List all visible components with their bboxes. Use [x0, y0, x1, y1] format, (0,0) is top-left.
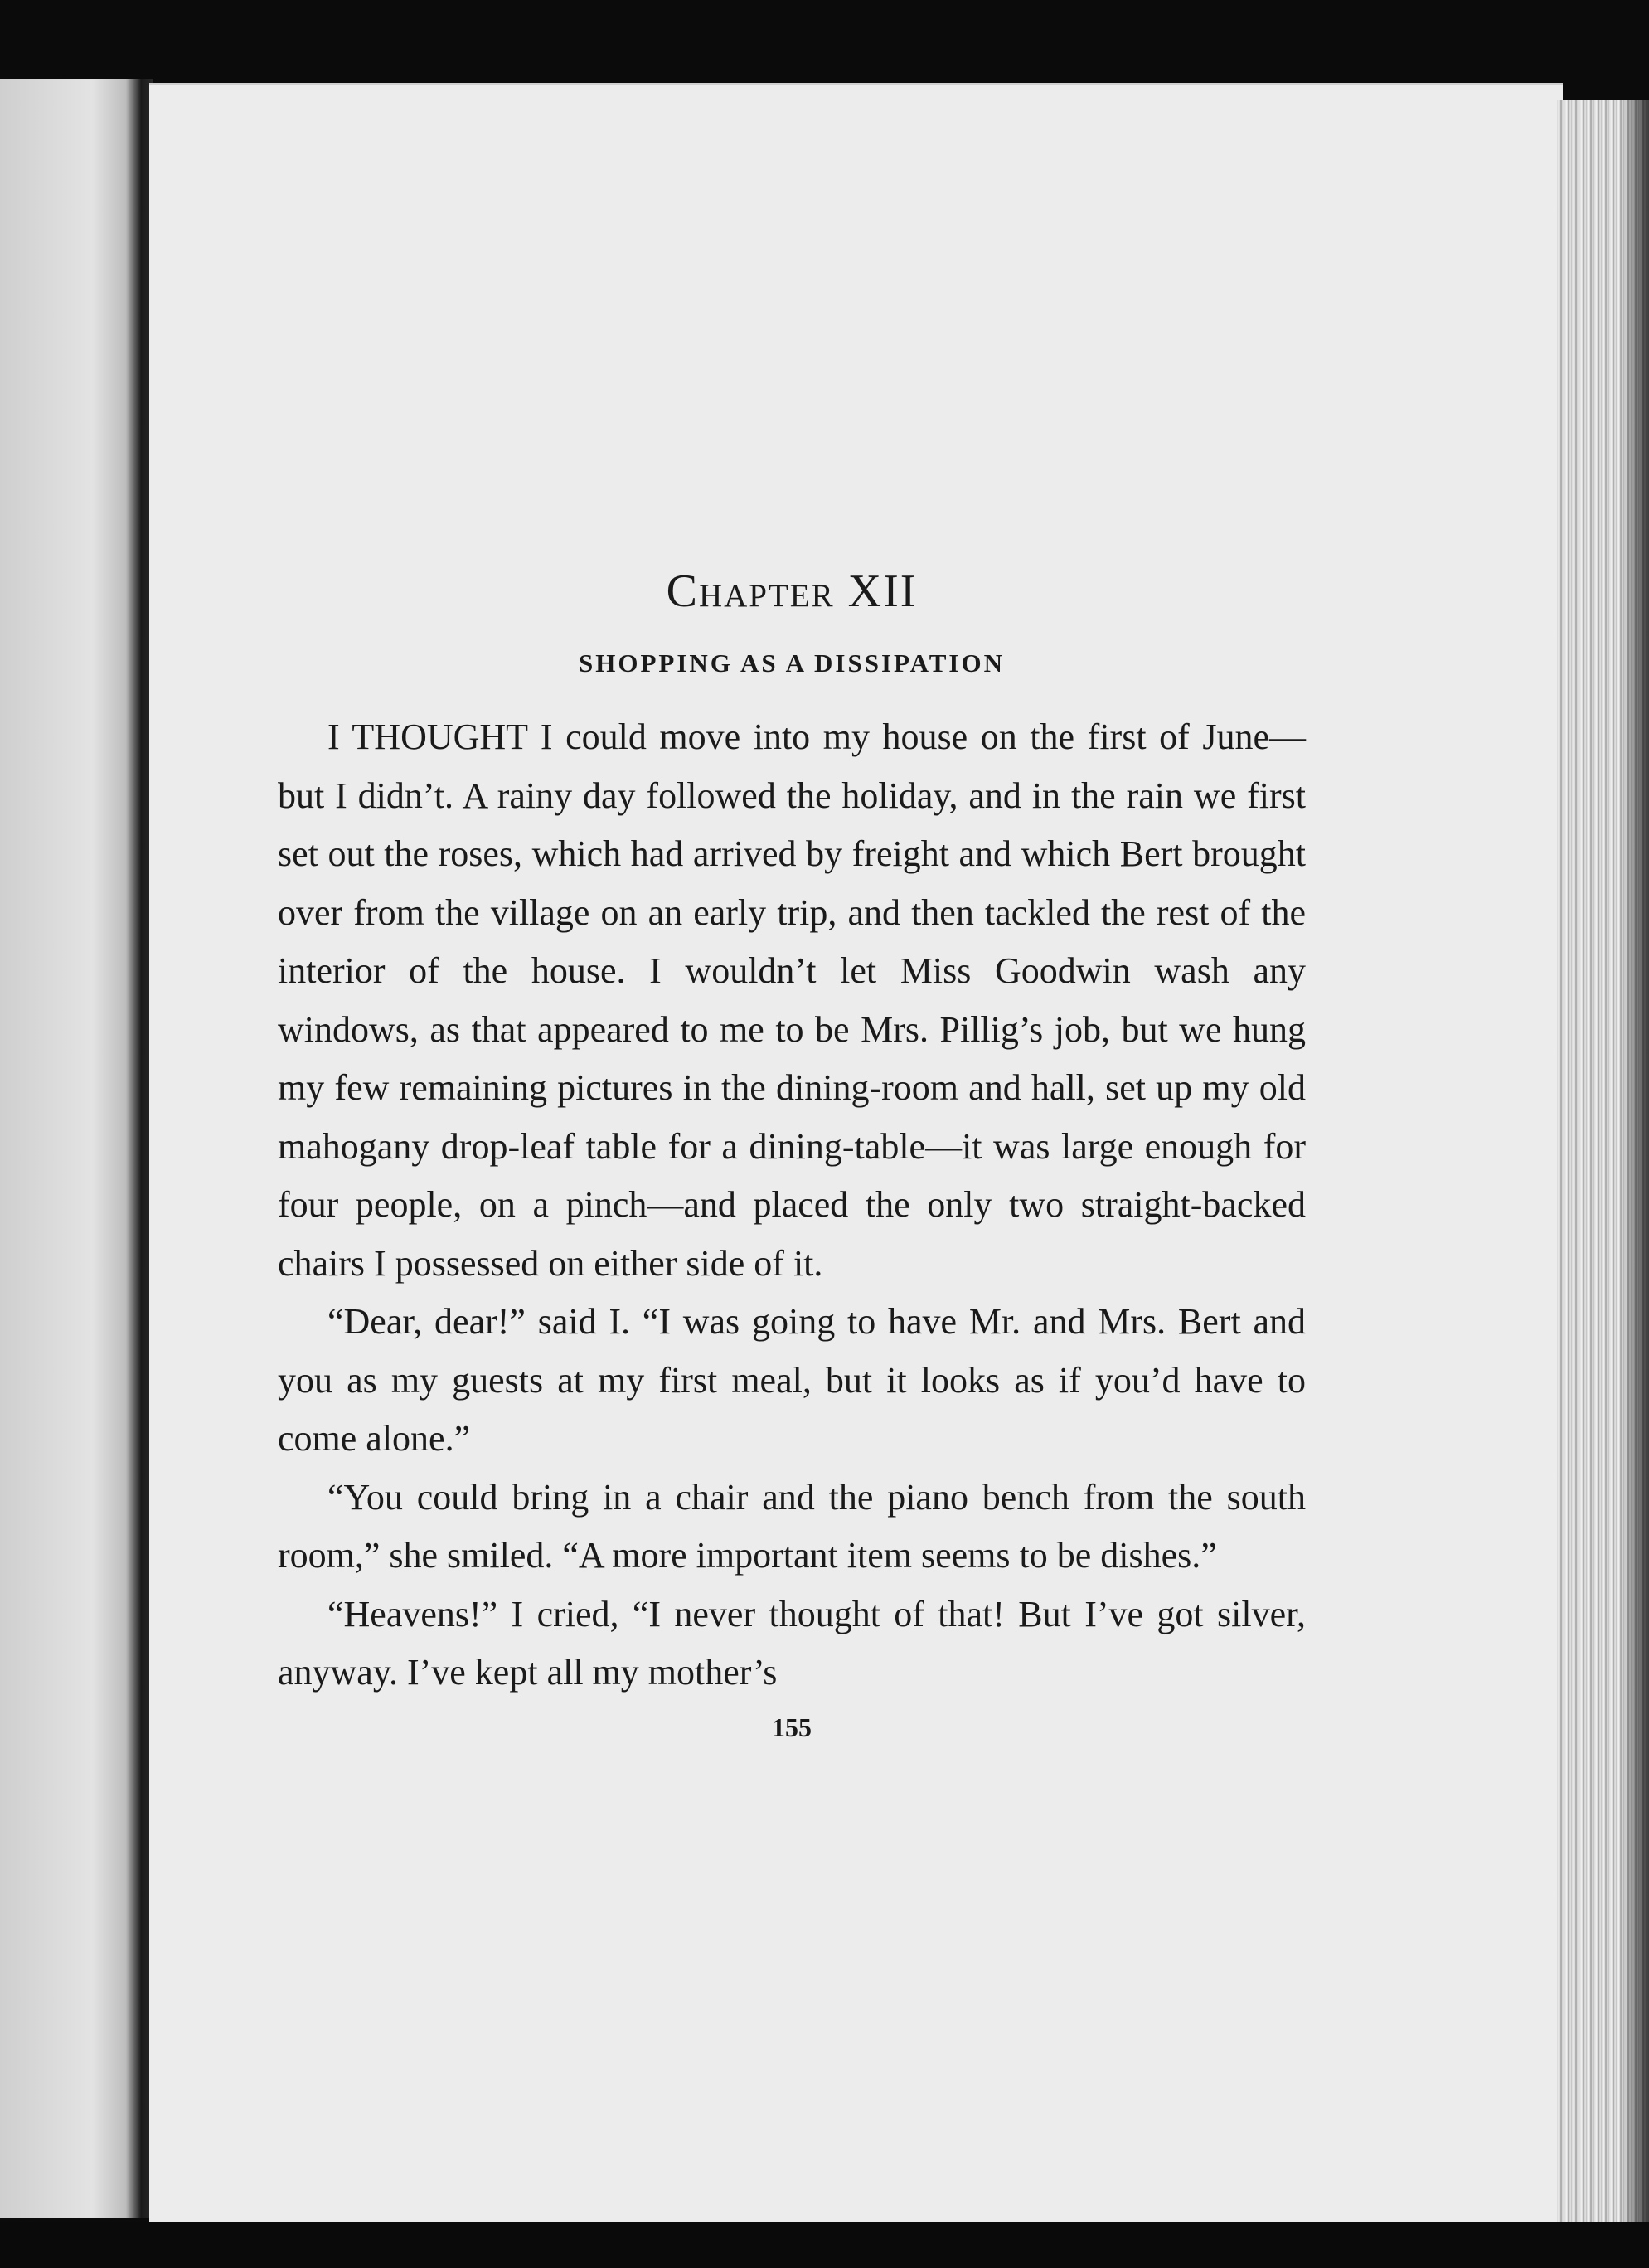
- paragraph: “You could bring in a chair and the piano bench from the south room,” she smiled. “A more important item seems to be dishes.”: [278, 1476, 1306, 1576]
- chapter-heading-text: Chapter XII: [666, 566, 918, 617]
- chapter-title: SHOPPING AS A DISSIPATION: [579, 648, 1005, 677]
- paragraph: “Heavens!” I cried, “I never thought of that! But I’ve got silver, anyway. I’ve kept all my mother’s: [278, 1593, 1306, 1693]
- scan-bottom-border: [0, 2222, 1649, 2268]
- paragraph: “Dear, dear!” said I. “I was going to have Mr. and Mrs. Bert and you as my guests at my first meal, but it looks as if you’d have to come alone.”: [278, 1301, 1306, 1459]
- facing-page-edge: [0, 79, 153, 2218]
- page-number: 155: [772, 1712, 812, 1742]
- chapter-heading: [278, 564, 1306, 619]
- page-stack-shadow: [1621, 100, 1649, 2235]
- page-text-block: [278, 564, 1306, 1744]
- paragraph: I THOUGHT I could move into my house on the first of June—but I didn’t. A rainy day followed the holiday, and in the rain we first set out the roses, which had arrived by freight and which Bert brought over from the village on an early trip, and then tackled the rest of the interior of the house. I wouldn’t let Miss Goodwin wash any windows, as that appeared to me to be Mrs. Pillig’s job, but we hung my few remaining pictures in the dining-room and hall, set up my old mahogany drop-leaf table for a dining-table—it was large enough for four people, on a pinch—and placed the only two straight-backed chairs I possessed on either side of it.: [278, 716, 1306, 1284]
